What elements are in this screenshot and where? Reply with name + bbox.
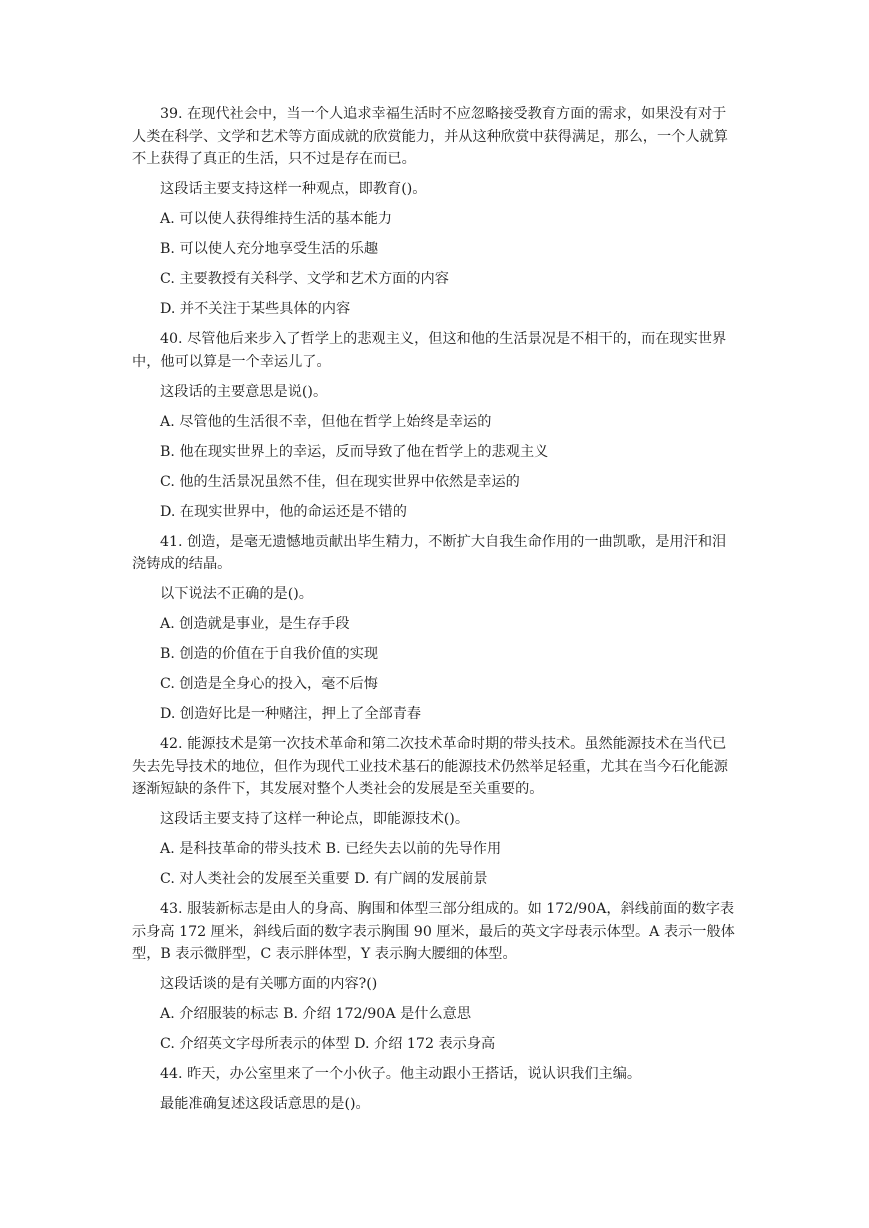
question-41-option-c: C. 创造是全身心的投入，毫不后悔 <box>160 676 378 692</box>
question-43-prompt: 这段话谈的是有关哪方面的内容?() <box>160 976 378 992</box>
question-39-prompt: 这段话主要支持这样一种观点，即教育()。 <box>160 181 427 197</box>
document-body <box>132 103 738 1123</box>
question-40-stem: 40. 尽管他后来步入了哲学上的悲观主义，但这和他的生活景况是不相干的，而在现实世界中，他可以算是一个幸运儿了。 <box>132 331 727 370</box>
question-40-option-d: D. 在现实世界中，他的命运还是不错的 <box>160 503 407 520</box>
question-39-option-d: D. 并不关注于某些具体的内容 <box>160 301 351 317</box>
question-40-prompt: 这段话的主要意思是说()。 <box>160 383 328 400</box>
question-43-stem: 43. 服装新标志是由人的身高、胸围和体型三部分组成的。如 172/90A，斜线前面的数字表示身高 172 厘米，斜线后面的数字表示胸围 90 厘米，最后的英文字母表示体型。A 表示一般体型，B 表示微胖型，C 表示胖体型，Y 表示胸大腰细的体型。 <box>132 901 735 962</box>
question-39-stem: 39. 在现代社会中，当一个人追求幸福生活时不应忽略接受教育方面的需求，如果没有对于人类在科学、文学和艺术等方面成就的欣赏能力，并从这种欣赏中获得满足，那么，一个人就算不上获得了真正的生活，只不过是存在而已。 <box>132 106 728 167</box>
question-39-option-c: C. 主要教授有关科学、文学和艺术方面的内容 <box>160 271 449 287</box>
question-43-options-ab: A. 介绍服装的标志 B. 介绍 172/90A 是什么意思 <box>160 1006 472 1022</box>
question-41-prompt: 以下说法不正确的是()。 <box>160 586 313 602</box>
question-41-option-d: D. 创造好比是一种赌注，押上了全部青春 <box>160 706 422 722</box>
question-40-option-b: B. 他在现实世界上的幸运，反而导致了他在哲学上的悲观主义 <box>160 443 549 460</box>
question-42-stem: 42. 能源技术是第一次技术革命和第二次技术革命时期的带头技术。虽然能源技术在当代已失去先导技术的地位，但作为现代工业技术基石的能源技术仍然举足轻重，尤其在当今石化能源逐渐短缺的条件下，其发展对整个人类社会的发展是至关重要的。 <box>132 736 728 797</box>
question-44-stem: 44. 昨天，办公室里来了一个小伙子。他主动跟小王搭话，说认识我们主编。 <box>160 1066 642 1082</box>
question-39-option-a: A. 可以使人获得维持生活的基本能力 <box>160 211 393 227</box>
question-40-option-c: C. 他的生活景况虽然不佳，但在现实世界中依然是幸运的 <box>160 473 520 490</box>
question-40-option-a: A. 尽管他的生活很不幸，但他在哲学上始终是幸运的 <box>160 413 492 430</box>
question-41-stem: 41. 创造，是毫无遗憾地贡献出毕生精力，不断扩大自我生命作用的一曲凯歌，是用汗和泪浇铸成的结晶。 <box>132 533 727 572</box>
question-43-options-cd: C. 介绍英文字母所表示的体型 D. 介绍 172 表示身高 <box>160 1036 496 1052</box>
question-42-prompt: 这段话主要支持了这样一种论点，即能源技术()。 <box>160 811 470 827</box>
question-39-option-b: B. 可以使人充分地享受生活的乐趣 <box>160 241 379 257</box>
question-41-option-a: A. 创造就是事业，是生存手段 <box>160 616 350 632</box>
question-44-prompt: 最能准确复述这段话意思的是()。 <box>160 1096 370 1112</box>
question-42-options-ab: A. 是科技革命的带头技术 B. 已经失去以前的先导作用 <box>160 841 502 857</box>
question-42-options-cd: C. 对人类社会的发展至关重要 D. 有广阔的发展前景 <box>160 871 488 887</box>
question-41-option-b: B. 创造的价值在于自我价值的实现 <box>160 646 379 662</box>
